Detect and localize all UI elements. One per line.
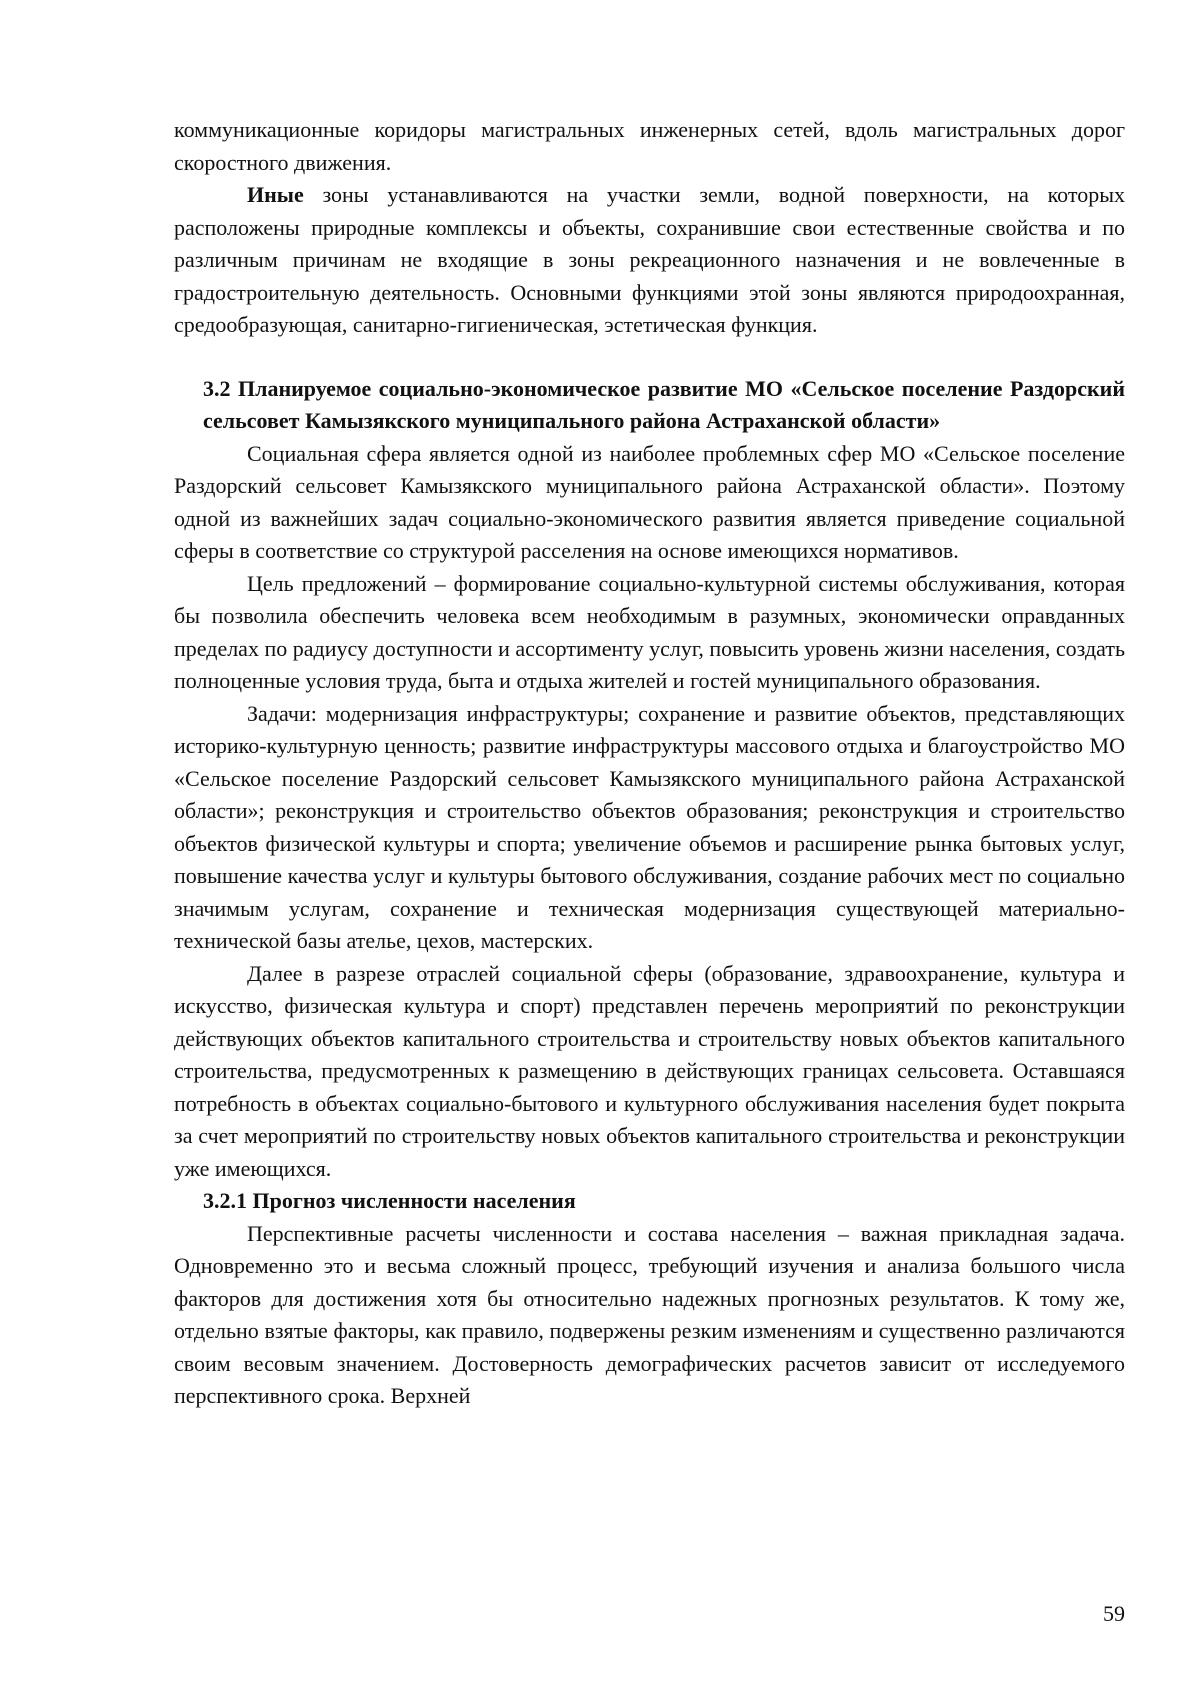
section-paragraph-measures: Далее в разрезе отраслей социальной сферы (образование, здравоохранение, культура и искусство, физическая культура и спорт) представлен перечень мероприятий по реконструкции действующих объектов капитального строительства и строительству новых объектов капитального строительства, предусмотренных к размещению в действующих границах сельсовета. Оставшаяся потребность в объектах социально-бытового и культурного обслуживания населения будет покрыта за счет мероприятий по строительству новых объектов капитального строительства и реконструкции уже имеющихся. <box>174 960 1125 1181</box>
section-paragraph-social-sphere: Социальная сфера является одной из наиболее проблемных сфер МО «Сельское поселение Раздорский сельсовет Камызякского муниципального района Астраханской области». Поэтому одной из важнейших задач социально-экономического развития является приведение социальной сферы в соответствие со структурой расселения на основе имеющихся нормативов. <box>174 440 1125 563</box>
other-zones-paragraph <box>174 179 1125 342</box>
section-paragraph-goal: Цель предложений – формирование социально-культурной системы обслуживания, которая бы позволила обеспечить человека всем необходимым в разумных, экономически оправданных пределах по радиусу доступности и ассортименту услуг, повысить уровень жизни населения, создать полноценные условия труда, быта и отдыха жителей и гостей муниципального образования. <box>174 570 1125 693</box>
subsection-heading: 3.2.1 Прогноз численности населения <box>203 1188 576 1213</box>
continuation-paragraph: коммуникационные коридоры магистральных инженерных сетей, вдоль магистральных дорог скоростного движения. <box>174 117 1125 175</box>
other-zones-text: зоны устанавливаются на участки земли, водной поверхности, на которых расположены природные комплексы и объекты, сохранившие свои естественные свойства и по различным причинам не входящие в зоны рекреационного назначения и не вовлеченные в градостроительную деятельность. Основными функциями этой зоны являются природоохранная, средообразующая, санитарно-гигиеническая, эстетическая функция. <box>174 182 1125 337</box>
document-page <box>174 114 1125 1413</box>
section-paragraph-tasks: Задачи: модернизация инфраструктуры; сохранение и развитие объектов, представляющих историко-культурную ценность; развитие инфраструктуры массового отдыха и благоустройство МО «Сельское поселение Раздорский сельсовет Камызякского муниципального района Астраханской области»; реконструкция и строительство объектов образования; реконструкция и строительство объектов физической культуры и спорта; увеличение объемов и расширение рынка бытовых услуг, повышение качества услуг и культуры бытового обслуживания, создание рабочих мест по социально значимым услугам, сохранение и техническая модернизация существующей материально-технической базы ателье, цехов, мастерских. <box>174 700 1125 953</box>
page-number: 59 <box>1103 1601 1125 1626</box>
other-zones-lead: Иные <box>247 182 304 207</box>
section-heading: 3.2 Планируемое социально-экономическое развитие МО «Сельское поселение Раздорский сельсовет Камызякского муниципального района Астраханской области» <box>203 375 1125 433</box>
subsection-paragraph-forecast: Перспективные расчеты численности и состава населения – важная прикладная задача. Одновременно это и весьма сложный процесс, требующий изучения и анализа большого числа факторов для достижения хотя бы относительно надежных прогнозных результатов. К тому же, отдельно взятые факторы, как правило, подвержены резким изменениям и существенно различаются своим весовым значением. Достоверность демографических расчетов зависит от исследуемого перспективного срока. Верхней <box>174 1220 1125 1408</box>
